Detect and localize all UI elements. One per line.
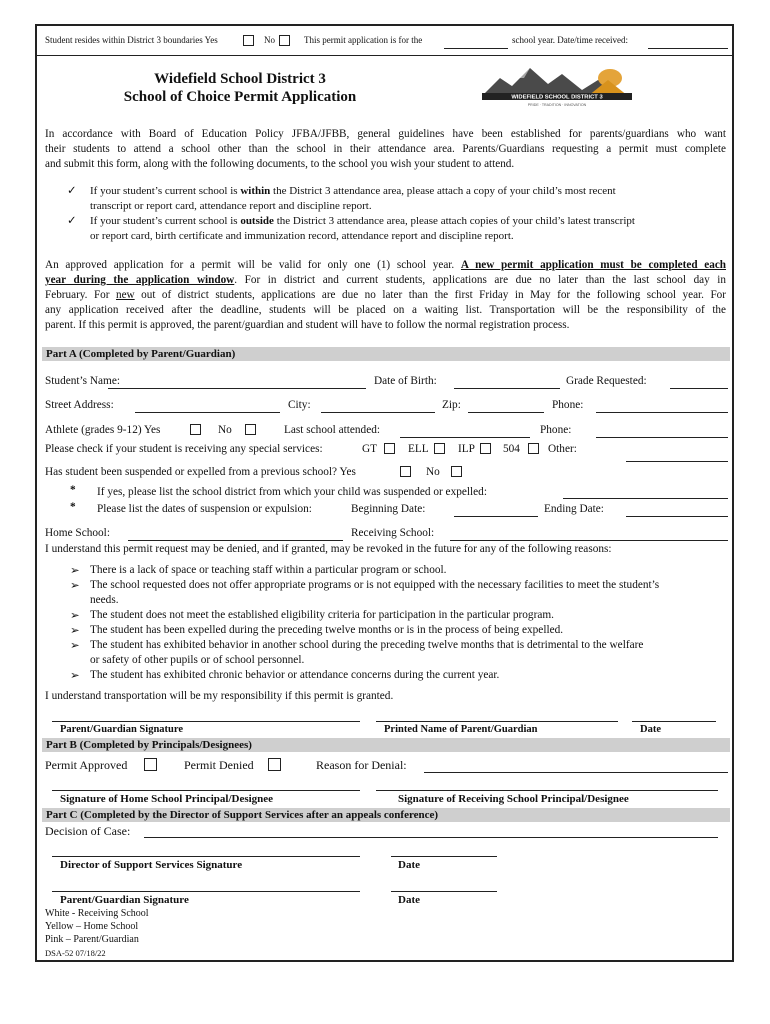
s504-checkbox[interactable] xyxy=(528,443,539,454)
last-school-field[interactable] xyxy=(400,437,530,438)
city-field[interactable] xyxy=(321,412,435,413)
transport-text: I understand transportation will be my responsibility if this permit is granted. xyxy=(45,690,394,702)
form-title xyxy=(45,70,435,106)
home-school-field[interactable] xyxy=(128,540,343,541)
bullet-icon: ➢ xyxy=(70,640,80,652)
permit-approved-label: Permit Approved xyxy=(45,758,128,772)
suspended-no-checkbox[interactable] xyxy=(451,466,462,477)
dob-label: Date of Birth: xyxy=(374,375,437,387)
director-date-field[interactable] xyxy=(391,856,497,857)
intro-line: their students to attend a school other than the school in their attendance area. Parents/Guardians requesting a permit must complete xyxy=(45,143,726,155)
form-id: DSA-52 07/18/22 xyxy=(45,948,106,958)
school-year-field[interactable] xyxy=(444,48,508,49)
ell-label: ELL xyxy=(408,443,429,455)
director-date-label: Date xyxy=(398,859,420,871)
asterisk: * xyxy=(70,484,76,496)
logo-text: WIDEFIELD SCHOOL DISTRICT 3 xyxy=(511,94,603,101)
dates-label: Please list the dates of suspension or expulsion: xyxy=(97,503,312,515)
beginning-date-field[interactable] xyxy=(454,516,538,517)
receiving-school-field[interactable] xyxy=(450,540,728,541)
beginning-date-label: Beginning Date: xyxy=(351,503,426,515)
date-received-field[interactable] xyxy=(648,48,728,49)
home-principal-signature-field[interactable] xyxy=(52,790,360,791)
part-b-header: Part B (Completed by Principals/Designees) xyxy=(42,738,730,752)
ending-date-field[interactable] xyxy=(626,516,728,517)
checklist-item-within: If your student’s current school is within the District 3 attendance area, please attach a copy of your child’s most recent transcript or report card, attendance report and discipline report. xyxy=(90,185,616,212)
suspended-yes-checkbox[interactable] xyxy=(400,466,411,477)
bullet-icon: ➢ xyxy=(70,565,80,577)
gt-label: GT xyxy=(362,443,378,455)
if-yes-label: If yes, please list the school district from which your child was suspended or expelled: xyxy=(97,486,487,498)
permit-approved-checkbox[interactable] xyxy=(144,758,157,771)
copy-distribution: Yellow – Home School xyxy=(45,921,139,932)
district-title: Widefield School District 3 xyxy=(154,71,326,87)
receiving-principal-signature-field[interactable] xyxy=(376,790,718,791)
reason-item: The student has exhibited behavior in another school during the preceding twelve months that is detrimental to the welfare xyxy=(90,639,644,651)
school-year-label: school year. Date/time received: xyxy=(512,35,628,45)
parent-date-c-field[interactable] xyxy=(391,891,497,892)
director-signature-field[interactable] xyxy=(52,856,360,857)
zip-field[interactable] xyxy=(468,412,544,413)
part-a-header: Part A (Completed by Parent/Guardian) xyxy=(42,347,730,361)
receiving-school-label: Receiving School: xyxy=(351,527,435,539)
permit-for-label: This permit application is for the xyxy=(304,35,423,45)
ilp-label: ILP xyxy=(458,443,475,455)
copy-distribution: Pink – Parent/Guardian xyxy=(45,934,139,945)
parent-signature-label: Parent/Guardian Signature xyxy=(60,724,184,735)
director-signature-label: Director of Support Services Signature xyxy=(60,859,243,871)
residency-no-checkbox[interactable] xyxy=(279,35,290,46)
home-school-label: Home School: xyxy=(45,527,110,539)
street-label: Street Address: xyxy=(45,399,114,411)
bullet-icon: ➢ xyxy=(70,670,80,682)
athlete-yes-checkbox[interactable] xyxy=(190,424,201,435)
residency-no-label: No xyxy=(264,35,275,45)
other-label: Other: xyxy=(548,443,577,455)
reason-item-cont: needs. xyxy=(90,594,119,606)
zip-label: Zip: xyxy=(442,399,461,411)
decision-label: Decision of Case: xyxy=(45,824,131,838)
other-field[interactable] xyxy=(626,461,728,462)
athlete-no-label: No xyxy=(218,424,232,436)
decision-field[interactable] xyxy=(144,837,718,838)
validity-line: An approved application for a permit will be valid for only one (1) school year. A new permit application must be completed each xyxy=(45,259,727,271)
intro-line: and submit this form, along with the following documents, to the school you wish your student to attend. xyxy=(45,158,515,170)
ell-checkbox[interactable] xyxy=(434,443,445,454)
residency-label: Student resides within District 3 boundaries Yes xyxy=(45,35,218,45)
denial-reason-label: Reason for Denial: xyxy=(316,758,407,772)
asterisk: * xyxy=(70,501,76,513)
understand-text: I understand this permit request may be denied, and if granted, may be revoked in the future for any of the following reasons: xyxy=(45,543,612,555)
athlete-no-checkbox[interactable] xyxy=(245,424,256,435)
suspended-no-label: No xyxy=(426,466,440,478)
check-icon: ✓ xyxy=(67,215,77,227)
reason-item: There is a lack of space or teaching staff within a particular program or school. xyxy=(90,564,447,576)
ilp-checkbox[interactable] xyxy=(480,443,491,454)
last-school-phone-field[interactable] xyxy=(596,437,728,438)
printed-name-field[interactable] xyxy=(376,721,618,722)
reason-item: The student has been expelled during the preceding twelve months or is in the process of being expelled. xyxy=(90,624,564,636)
validity-line: any application received after the deadline, students will be placed on a waiting list. Transportation will be the responsibility of the xyxy=(45,304,726,316)
phone-label: Phone: xyxy=(552,399,584,411)
residency-yes-checkbox[interactable] xyxy=(243,35,254,46)
permit-denied-label: Permit Denied xyxy=(184,758,254,772)
receiving-principal-signature-label: Signature of Receiving School Principal/Designee xyxy=(398,793,629,805)
denial-reason-field[interactable] xyxy=(424,772,728,773)
athlete-label: Athlete (grades 9-12) Yes xyxy=(45,424,161,436)
district-logo xyxy=(478,64,638,108)
phone-label-2: Phone: xyxy=(540,424,572,436)
phone-field[interactable] xyxy=(596,412,728,413)
checklist-item-outside: If your student’s current school is outside the District 3 attendance area, please attach copies of your child’s latest transcript or report card, birth certificate and immunization record, attendance report and discipline report. xyxy=(90,215,635,242)
last-school-label: Last school attended: xyxy=(284,424,380,436)
reason-item: The student does not meet the established eligibility criteria for participation in the particular program. xyxy=(90,609,554,621)
permit-denied-checkbox[interactable] xyxy=(268,758,281,771)
suspending-district-field[interactable] xyxy=(563,498,728,499)
ending-date-label: Ending Date: xyxy=(544,503,604,515)
s504-label: 504 xyxy=(503,443,520,455)
intro-paragraph xyxy=(45,127,726,172)
parent-date-c-label: Date xyxy=(398,894,420,906)
home-principal-signature-label: Signature of Home School Principal/Designee xyxy=(60,793,274,805)
parent-signature-field[interactable] xyxy=(52,721,360,722)
header-divider xyxy=(37,55,732,56)
reason-item: The student has exhibited chronic behavior or attendance concerns during the current year. xyxy=(90,669,500,681)
validity-line: February. For new out of district students, applications are due no later than the first Friday in May for the following school year. For xyxy=(45,289,726,301)
parent-signature-c-field[interactable] xyxy=(52,891,360,892)
logo-subtext: PRIDE · TRADITION · INNOVATION xyxy=(527,103,587,107)
intro-line: In accordance with Board of Education Policy JFBA/JFBB, general guidelines have been established for parents/guardians who want xyxy=(45,128,726,140)
grade-label: Grade Requested: xyxy=(566,375,647,387)
application-title: School of Choice Permit Application xyxy=(123,89,357,105)
dob-field[interactable] xyxy=(454,388,560,389)
parent-date-field[interactable] xyxy=(632,721,716,722)
validity-paragraph xyxy=(45,258,726,333)
bullet-icon: ➢ xyxy=(70,610,80,622)
student-name-label: Student’s Name: xyxy=(45,375,120,387)
special-services-label: Please check if your student is receiving any special services: xyxy=(45,443,323,455)
gt-checkbox[interactable] xyxy=(384,443,395,454)
check-icon: ✓ xyxy=(67,185,77,197)
suspended-label: Has student been suspended or expelled from a previous school? Yes xyxy=(45,466,356,478)
printed-name-label: Printed Name of Parent/Guardian xyxy=(384,724,538,735)
city-label: City: xyxy=(288,399,311,411)
bullet-icon: ➢ xyxy=(70,625,80,637)
parent-date-label: Date xyxy=(640,724,661,735)
validity-line: parent. If this permit is approved, the parent/guardian and student will have to follow the normal registration process. xyxy=(45,319,570,331)
validity-line: year during the application window. For in district and current students, applications are due no later than the last school day in xyxy=(45,274,726,286)
student-name-field[interactable] xyxy=(108,388,366,389)
reason-item: The school requested does not offer appropriate programs or is not equipped with the necessary facilities to meet the student’s xyxy=(90,579,660,591)
reason-item-cont: or safety of other pupils or of school personnel. xyxy=(90,654,305,666)
part-c-header: Part C (Completed by the Director of Support Services after an appeals conference) xyxy=(42,808,730,822)
parent-signature-c-label: Parent/Guardian Signature xyxy=(60,894,189,906)
grade-field[interactable] xyxy=(670,388,728,389)
copy-distribution: White - Receiving School xyxy=(45,908,149,919)
bullet-icon: ➢ xyxy=(70,580,80,592)
street-field[interactable] xyxy=(135,412,280,413)
